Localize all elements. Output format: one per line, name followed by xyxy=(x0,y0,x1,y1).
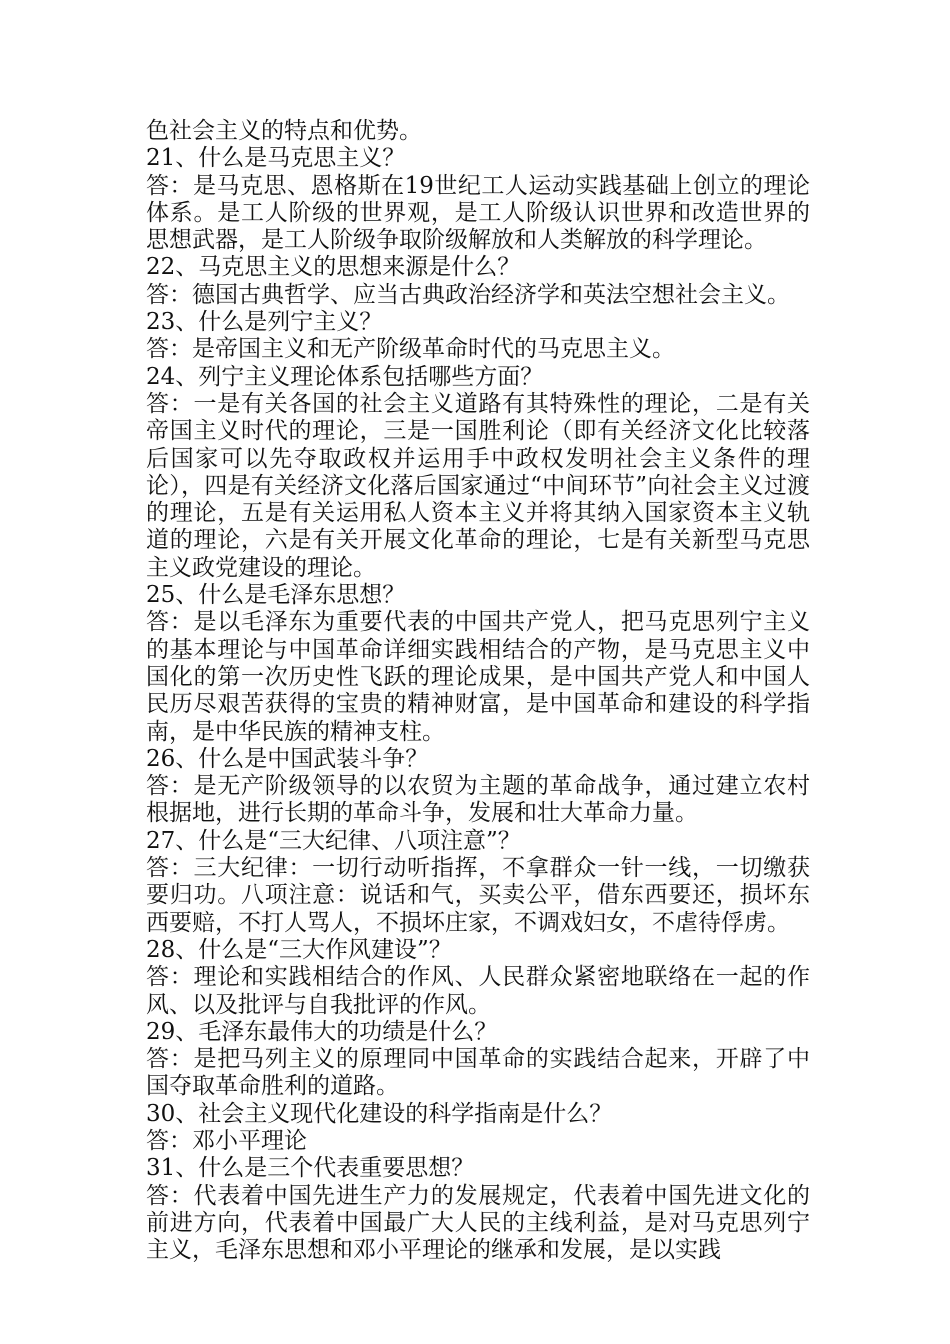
question-28: 28、什么是“三大作风建设”？ xyxy=(146,936,452,963)
question-21: 21、什么是马克思主义？ xyxy=(146,145,406,172)
answer-31: 答：代表着中国先进生产力的发展规定，代表着中国先进文化的前进方向，代表着中国最广大人民的主线利益，是对马克思列宁主义，毛泽东思想和邓小平理论的继承和发展，是以实践 xyxy=(146,1182,810,1264)
answer-22: 答：德国古典哲学、应当古典政治经济学和英法空想社会主义。 xyxy=(146,281,790,308)
question-29: 29、毛泽东最伟大的功绩是什么？ xyxy=(146,1018,498,1045)
paragraph-continuation: 色社会主义的特点和优势。 xyxy=(146,118,422,144)
answer-24: 答：一是有关各国的社会主义道路有其特殊性的理论，二是有关帝国主义时代的理论，三是一国胜利论（即有关经济文化比较落后国家可以先夺取政权并运用手中政权发明社会主义条件的理论），四是有关经济文化落后国家通过“中间环节”向社会主义过渡的理论，五是有关运用私人资本主义并将其纳入国家资本主义轨道的理论，六是有关开展文化革命的理论，七是有关新型马克思主义政党建设的理论。 xyxy=(146,390,810,581)
answer-25: 答：是以毛泽东为重要代表的中国共产党人，把马克思列宁主义的基本理论与中国革命详细实践相结合的产物，是马克思主义中国化的第一次历史性飞跃的理论成果，是中国共产党人和中国人民历尽艰苦获得的宝贵的精神财富，是中国革命和建设的科学指南，是中华民族的精神支柱。 xyxy=(146,609,810,745)
answer-21: 答：是马克思、恩格斯在19世纪工人运动实践基础上创立的理论体系。是工人阶级的世界观，是工人阶级认识世界和改造世界的思想武器，是工人阶级争取阶级解放和人类解放的科学理论。 xyxy=(146,172,810,254)
question-24: 24、列宁主义理论体系包括哪些方面？ xyxy=(146,363,544,390)
question-27: 27、什么是“三大纪律、八项注意”？ xyxy=(146,827,521,854)
question-26: 26、什么是中国武装斗争？ xyxy=(146,745,429,772)
answer-23: 答：是帝国主义和无产阶级革命时代的马克思主义。 xyxy=(146,336,675,363)
question-22: 22、马克思主义的思想来源是什么？ xyxy=(146,254,521,281)
question-23: 23、什么是列宁主义？ xyxy=(146,309,383,336)
question-25: 25、什么是毛泽东思想？ xyxy=(146,582,406,609)
answer-26: 答：是无产阶级领导的以农贸为主题的革命战争，通过建立农村根据地，进行长期的革命斗争，发展和壮大革命力量。 xyxy=(146,773,810,827)
answer-30: 答：邓小平理论 xyxy=(146,1127,307,1154)
answer-27: 答：三大纪律：一切行动听指挥，不拿群众一针一线，一切缴获要归功。八项注意：说话和气，买卖公平，借东西要还，损坏东西要赔，不打人骂人，不损坏庄家，不调戏妇女，不虐待俘虏。 xyxy=(146,855,810,936)
answer-28: 答：理论和实践相结合的作风、人民群众紧密地联络在一起的作风、以及批评与自我批评的作风。 xyxy=(146,964,810,1018)
question-30: 30、社会主义现代化建设的科学指南是什么？ xyxy=(146,1100,613,1127)
answer-29: 答：是把马列主义的原理同中国革命的实践结合起来，开辟了中国夺取革命胜利的道路。 xyxy=(146,1046,810,1100)
question-31: 31、什么是三个代表重要思想？ xyxy=(146,1155,475,1182)
document-page xyxy=(146,118,810,1264)
